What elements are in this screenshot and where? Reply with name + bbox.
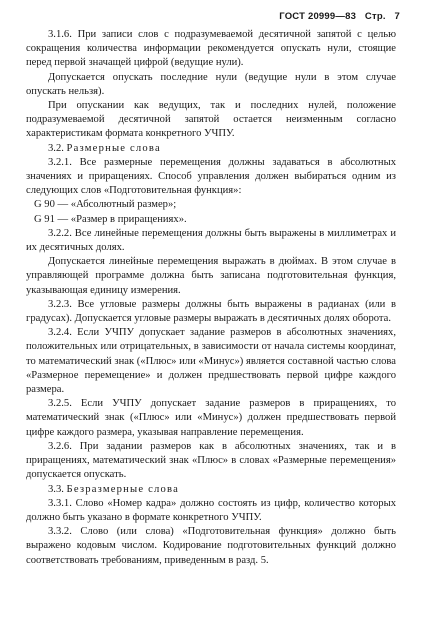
code-g90: G 90 — «Абсолютный размер»; bbox=[34, 199, 177, 211]
paragraph-3-1-6: 3.1.6. При записи слов с подразумеваемой десятичной запятой с целью сокращения количества информации рекомендуется опускать нули, стоящие перед первой значащей цифрой (ведущие нули). bbox=[26, 29, 396, 69]
page-header bbox=[273, 11, 400, 22]
paragraph-3-3-1: 3.3.1. Слово «Номер кадра» должно состоять из цифр, количество которых должно быть указано в формате конкретного УЧПУ. bbox=[26, 497, 396, 523]
section-number: 3.3. bbox=[48, 483, 64, 495]
section-number: 3.2. bbox=[48, 142, 64, 154]
page-number: 7 bbox=[394, 11, 400, 22]
paragraph-3-1-6-b: Допускается опускать последние нули (ведущие нули в этом случае опускать нельзя). bbox=[26, 71, 396, 97]
page-label: Стр. bbox=[364, 11, 386, 22]
paragraph-3-3-2: 3.3.2. Слово (или слова) «Подготовительная функция» должно быть выражено кодовым числом. Кодирование подготовительных функций должно соответствовать требованиям, приведенным в разд. 5. bbox=[26, 526, 396, 566]
section-heading-3-3 bbox=[26, 483, 396, 497]
paragraph-3-2-1: 3.2.1. Все размерные перемещения должны задаваться в абсолютных значениях и приращениях. Способ управления должен выбираться одним из следующих слов «Подготовительная функция»: bbox=[26, 156, 396, 197]
paragraph-3-2-5: 3.2.5. Если УЧПУ допускает задание размеров в приращениях, то математический знак («Плюс» или «Минус») должен предшествовать первой цифре каждого размера, указывая направление перемещения. bbox=[26, 398, 396, 438]
section-title: Размерные слова bbox=[66, 142, 161, 154]
paragraph-3-2-3: 3.2.3. Все угловые размеры должны быть выражены в радианах (или в градусах). Допускается угловые размеры выражать в десятичных долях оборота. bbox=[26, 298, 396, 325]
paragraph-3-2-2-b: Допускается линейные перемещения выражать в дюймах. В этом случае в управляющей программе должна быть записана подготовительная функция, указывающая единицу измерения. bbox=[26, 256, 396, 296]
paragraph-3-2-6: 3.2.6. При задании размеров как в абсолютных значениях, так и в приращениях, математический знак «Плюс» в словах «Размерные перемещения» допускается опускать. bbox=[26, 440, 396, 481]
paragraph-3-2-2: 3.2.2. Все линейные перемещения должны быть выражены в миллиметрах и их десятичных долях. bbox=[26, 227, 396, 254]
section-heading-3-2 bbox=[26, 142, 396, 156]
document-body bbox=[26, 28, 396, 568]
code-g91: G 91 — «Размер в приращениях». bbox=[34, 213, 187, 225]
paragraph-3-1-6-c: При опускании как ведущих, так и последних нулей, положение подразумеваемой десятичной запятой остается неизменным согласно характеристикам формата конкретного УЧПУ. bbox=[26, 100, 396, 140]
paragraph-3-2-4: 3.2.4. Если УЧПУ допускает задание размеров в абсолютных значениях, положительных или отрицательных, в зависимости от начала системы координат, то математический знак («Плюс» или «Минус») является составной частью слова «Размерное перемещение» и должен предшествовать первой цифре каждого размера. bbox=[26, 327, 396, 396]
standard-number: ГОСТ 20999—83 bbox=[279, 11, 357, 22]
section-title: Безразмерные слова bbox=[66, 483, 179, 495]
